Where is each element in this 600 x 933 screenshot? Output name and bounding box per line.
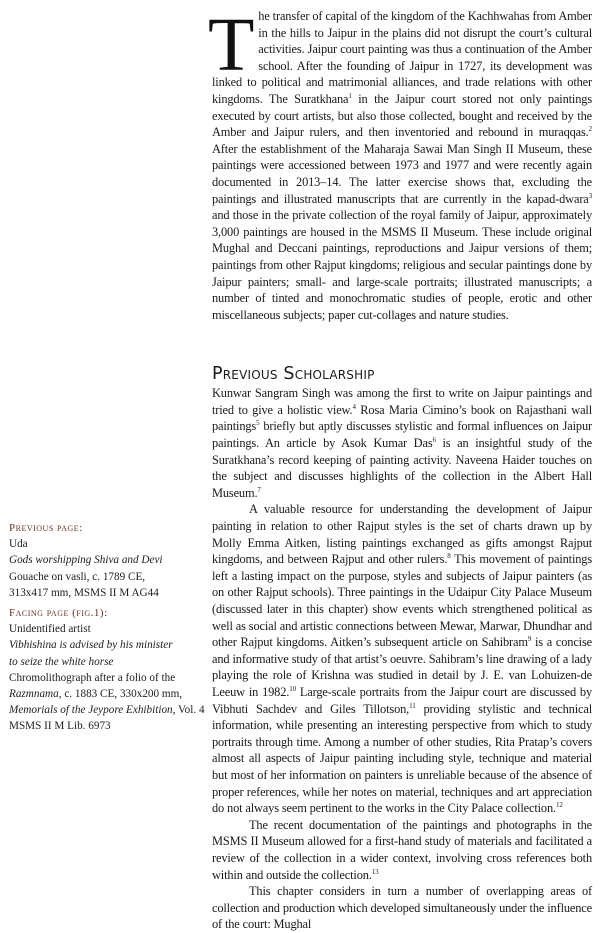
footnote-ref: 11 <box>409 701 416 710</box>
caption-facing-page <box>9 605 205 735</box>
body-paragraph: This chapter considers in turn a number of overlapping areas of collection and production which developed simultaneously under the influence of the court: Mughal <box>212 884 592 932</box>
caption-title: Gods worshipping Shiva and Devi <box>9 554 163 567</box>
caption-label: Facing page (fig.1): <box>9 607 108 619</box>
caption-medium: Chromolithograph after a folio of the <box>9 671 176 684</box>
caption-title-cont: to seize the white horse <box>9 655 114 668</box>
caption-medium: Gouache on vasli, c. 1789 CE, <box>9 570 146 583</box>
intro-paragraph: The transfer of capital of the kingdom of the Kachhwahas from Amber in the hills to Jaipur in the plains did not disrupt the court’s cultural activities. Jaipur court painting was thus a continuation of the Amber school. After the founding of Jaipur in 1727, its development was linked to political and matrimonial alliances, and trade relations with other kingdoms. The Suratkhana$^1$ in the Jaipur court stored not only paintings executed by court artists, but also those collected, bought and received by the Amber and Jaipur rulers, and then inventoried and rebound in muraqqas.$^2$ After the establishment of the Maharaja Sawai Man Singh II Museum, these paintings were accessioned between 1973 and 1977 and were recently again documented in 2013–14. The latter exercise shows that, excluding the paintings and illustrated manuscripts that are currently in the kapad-dwara$^3$ and those in the private collection of the royal family of Jaipur, approximately 3,000 paintings are housed in the MSMS II Museum. These include original Mughal and Deccani paintings, reproductions and Jaipur versions of them; paintings from other Rajput kingdoms; religious and secular paintings done by Jaipur painters; small- and large-scale portraits; illustrated manuscripts; a number of tinted and monochromatic studies of people, erotic and other miscellaneous subjects; paper cut-collages and nature studies. <box>208 3 592 322</box>
footnote-ref: 2 <box>588 125 592 134</box>
footnote-ref: 4 <box>352 402 356 411</box>
caption-source: Razmnama, c. 1883 CE, 330x200 mm, <box>9 688 183 701</box>
footnote-ref: 13 <box>371 867 379 876</box>
caption-title: Vibhishina is advised by his minister <box>9 639 173 652</box>
footnote-ref: 6 <box>432 436 436 445</box>
caption-previous-page <box>9 520 199 601</box>
body-paragraph: The recent documentation of the paintings and photographs in the MSMS II Museum allowed for a first-hand study of materials and facilitated a review of the collection in a wider context, involving cross references both within and outside the collection.$^{13}$ <box>212 817 592 882</box>
caption-artist: Unidentified artist <box>9 623 91 636</box>
body-paragraph: Kunwar Sangram Singh was among the first to write on Jaipur paintings and tried to give a holistic view.$^4$ Rosa Maria Cimino’s book on Rajasthani wall paintings$^5$ briefly but aptly discusses stylistic and formal influences on Jaipur paintings. An article by Asok Kumar Das$^6$ is an insightful study of the Suratkhana’s record keeping of painting activity. Naveena Haider touches on the subject and discusses highlights of the collection in the Albert Hall Museum.$^7$ <box>212 386 593 500</box>
caption-accession: MSMS II M Lib. 6973 <box>9 720 111 733</box>
main-column <box>208 3 593 933</box>
footnote-ref: 5 <box>256 419 260 428</box>
body-paragraph: A valuable resource for understanding the development of Jaipur painting in relation to other Rajput styles is the set of charts drawn up by Molly Emma Aitken, listing paintings exchanged as gifts amongst Rajput kingdoms, and between Rajput and other rulers.$^8$ This movement of paintings left a lasting impact on the purpose, styles and subjects of Jaipur painters (as on other Rajput schools). Three paintings in the Udaipur City Palace Museum (discussed later in this chapter) show events which strengthened political as well as social and artistic connections between Mewar, Marwar, Dhundhar and other Rajput kingdoms. Aitken’s subsequent article on Sahibram$^9$ is a concise and informative study of that artist’s oeuvre. Sahibram’s line drawing of a lady playing the role of Krishna was studied in detail by J. E. van Lohuizen-de Leeuw in 1982.10 Large-scale portraits from the Jaipur court are discussed by Vibhuti Sachdev and Giles Tillotson,$^{11}$ providing stylistic and technical information, while presenting an interesting perspective from which to study portraits through time. Among a number of other studies, Rita Pratap’s covers almost all aspects of Jaipur painting including style, technique and material but most of her information on painters is unreliable because of the absence of proper references, while her notes on material, techniques and art appreciation do not always seem pertinent to the works in the City Palace collection.$^{12}$ <box>212 502 593 816</box>
caption-publication: Memorials of the Jeypore Exhibition, Vol. 4 <box>9 704 205 717</box>
caption-details: 313x417 mm, MSMS II M AG44 <box>9 586 159 599</box>
drop-cap: T <box>208 3 255 87</box>
footnote-ref: 12 <box>555 801 563 810</box>
footnote-ref: 3 <box>588 191 592 200</box>
section-heading: Previous Scholarship <box>212 364 375 385</box>
footnote-ref: 1 <box>348 91 352 100</box>
caption-artist: Uda <box>9 538 28 551</box>
footnote-ref: 7 <box>257 485 261 494</box>
caption-label: Previous page: <box>9 522 83 534</box>
footnote-ref: 9 <box>527 635 532 644</box>
footnote-ref: 10 <box>289 684 296 693</box>
footnote-ref: 8 <box>447 552 451 561</box>
